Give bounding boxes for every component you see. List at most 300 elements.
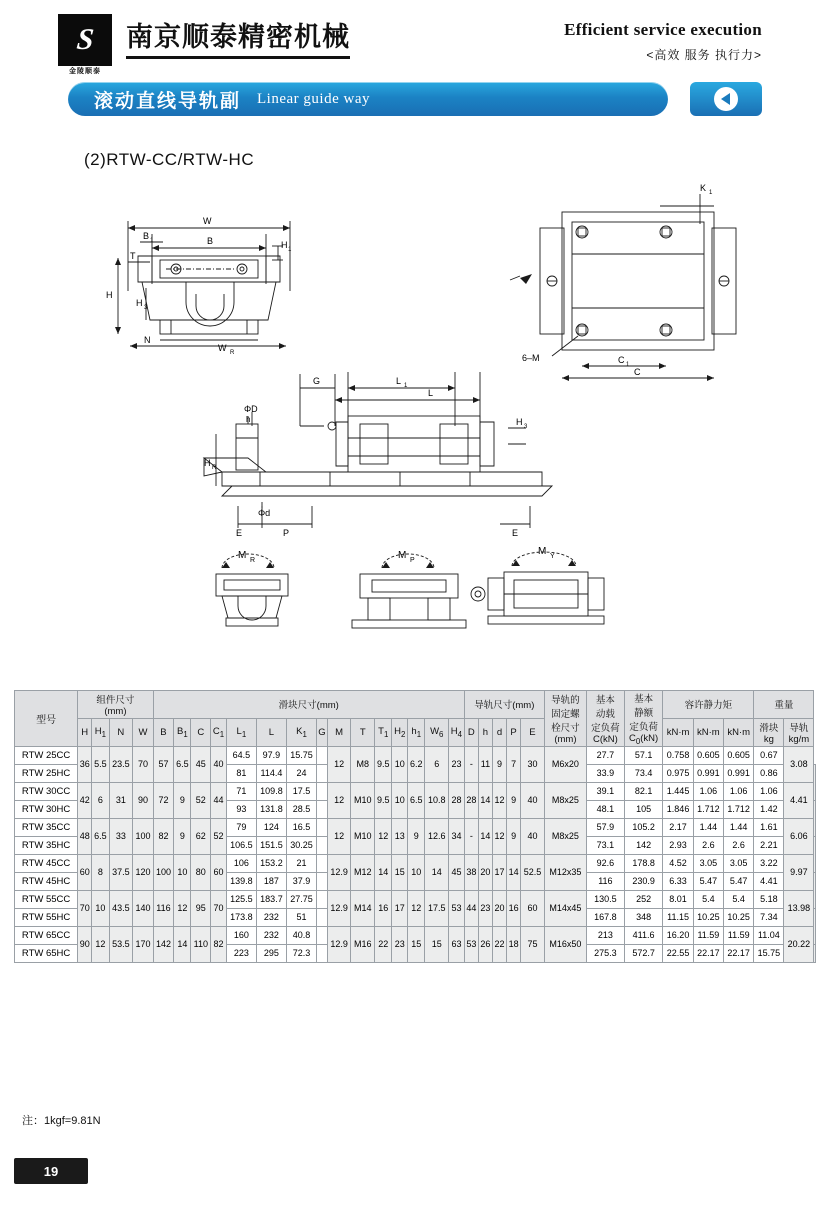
th-model: 型号 bbox=[15, 691, 78, 747]
cell-K1: 21 bbox=[286, 854, 316, 872]
svg-text:Y: Y bbox=[550, 553, 555, 560]
cell-sta: 230.9 bbox=[624, 872, 663, 890]
slogan-block bbox=[564, 20, 762, 63]
cell-C1: 60 bbox=[211, 854, 227, 890]
cell-wkgm: 4.41 bbox=[784, 782, 814, 818]
cell-mr: 11.15 bbox=[663, 908, 693, 926]
cell-wkg: 4.41 bbox=[754, 872, 784, 890]
cell-H2: 13 bbox=[392, 818, 408, 854]
logo-subtext: 金陵顺泰 bbox=[69, 67, 101, 75]
svg-text:6–M: 6–M bbox=[522, 353, 540, 363]
cell-wkg: 2.21 bbox=[754, 836, 784, 854]
cell-H: 36 bbox=[78, 746, 92, 782]
cell-W6: 14 bbox=[425, 854, 449, 890]
cell-N: 37.5 bbox=[109, 854, 133, 890]
cell-dyn: 275.3 bbox=[587, 944, 625, 962]
cell-B: 72 bbox=[153, 782, 174, 818]
svg-text:B: B bbox=[143, 231, 150, 241]
cell-W: 120 bbox=[133, 854, 154, 890]
cell-h: 20 bbox=[478, 854, 492, 890]
cell-sta: 252 bbox=[624, 890, 663, 908]
cell-model: RTW 65CC bbox=[15, 926, 78, 944]
table-body bbox=[15, 746, 816, 962]
cell-my: 1.44 bbox=[724, 818, 754, 836]
cell-my: 1.712 bbox=[724, 800, 754, 818]
cell-dyn: 33.9 bbox=[587, 764, 625, 782]
cell-B: 57 bbox=[153, 746, 174, 782]
cell-T: M10 bbox=[351, 818, 375, 854]
cell-W: 90 bbox=[133, 782, 154, 818]
svg-text:L: L bbox=[396, 376, 402, 386]
table-row bbox=[15, 854, 816, 872]
svg-text:R: R bbox=[230, 350, 235, 356]
cell-dyn: 213 bbox=[587, 926, 625, 944]
cell-mp: 1.06 bbox=[693, 782, 723, 800]
cell-screw: M14x45 bbox=[544, 890, 586, 926]
th-B1: $B_1$ bbox=[174, 718, 191, 746]
svg-text:H: H bbox=[204, 458, 211, 468]
th-E: E bbox=[521, 718, 545, 746]
cell-L1: 173.8 bbox=[226, 908, 256, 926]
th-h1: $h_1$ bbox=[408, 718, 425, 746]
cell-wkgm: 20.22 bbox=[784, 926, 814, 962]
cell-h: 14 bbox=[478, 818, 492, 854]
prev-page-button[interactable] bbox=[690, 82, 762, 116]
cell-K1: 37.9 bbox=[286, 872, 316, 890]
cell-W: 140 bbox=[133, 890, 154, 926]
cell-h1: 6.5 bbox=[408, 782, 425, 818]
cell-dyn: 57.9 bbox=[587, 818, 625, 836]
cell-W6: 6 bbox=[425, 746, 449, 782]
cell-H1: 10 bbox=[92, 890, 109, 926]
svg-text:W: W bbox=[203, 216, 212, 226]
cell-B: 116 bbox=[153, 890, 174, 926]
cell-K1: 27.75 bbox=[286, 890, 316, 908]
th-weight: 重量 bbox=[754, 691, 814, 719]
cell-dyn: 48.1 bbox=[587, 800, 625, 818]
cell-L1: 64.5 bbox=[226, 746, 256, 764]
cell-model: RTW 35HC bbox=[15, 836, 78, 854]
cell-B1: 6.5 bbox=[174, 746, 191, 782]
table-head-row-2 bbox=[15, 718, 816, 746]
cell-C: 110 bbox=[191, 926, 211, 962]
cell-sta: 57.1 bbox=[624, 746, 663, 764]
brand-logo bbox=[58, 14, 350, 75]
cell-T1: 14 bbox=[375, 854, 392, 890]
cell-L: 183.7 bbox=[256, 890, 286, 908]
th-W6: $W_6$ bbox=[425, 718, 449, 746]
th-L1: $L_1$ bbox=[226, 718, 256, 746]
page-footer bbox=[14, 1158, 88, 1184]
svg-text:1: 1 bbox=[404, 383, 408, 389]
cell-D: 28 bbox=[464, 782, 478, 818]
cell-B: 82 bbox=[153, 818, 174, 854]
cell-mp: 1.44 bbox=[693, 818, 723, 836]
cell-G bbox=[317, 782, 328, 800]
cell-M: 12.9 bbox=[327, 854, 351, 890]
cell-sta: 411.6 bbox=[624, 926, 663, 944]
svg-text:H: H bbox=[106, 290, 113, 300]
cell-B1: 9 bbox=[174, 782, 191, 818]
cell-wkgm bbox=[814, 764, 816, 800]
cell-L1: 223 bbox=[226, 944, 256, 962]
prev-arrow-icon bbox=[714, 87, 738, 111]
svg-text:P: P bbox=[283, 528, 290, 538]
cell-L1: 79 bbox=[226, 818, 256, 836]
cell-B1: 12 bbox=[174, 890, 191, 926]
cell-K1: 16.5 bbox=[286, 818, 316, 836]
cell-L: 114.4 bbox=[256, 764, 286, 782]
cell-K1: 51 bbox=[286, 908, 316, 926]
logo-letter: S bbox=[74, 23, 96, 56]
cell-W6: 12.6 bbox=[425, 818, 449, 854]
cell-my: 0.991 bbox=[724, 764, 754, 782]
th-K1: $K_1$ bbox=[286, 718, 316, 746]
cell-C1: 70 bbox=[211, 890, 227, 926]
th-C: C bbox=[191, 718, 211, 746]
cell-model: RTW 55CC bbox=[15, 890, 78, 908]
th-B: B bbox=[153, 718, 174, 746]
svg-text:L: L bbox=[428, 388, 434, 398]
cell-G bbox=[317, 836, 328, 854]
th-W: W bbox=[133, 718, 154, 746]
cell-B1: 14 bbox=[174, 926, 191, 962]
cell-H1: 5.5 bbox=[92, 746, 109, 782]
cell-B1: 9 bbox=[174, 818, 191, 854]
cell-D: - bbox=[464, 746, 478, 782]
cell-wkg: 0.86 bbox=[754, 764, 784, 782]
svg-text:1: 1 bbox=[288, 247, 292, 253]
svg-text:M: M bbox=[538, 546, 547, 557]
cell-my: 5.47 bbox=[724, 872, 754, 890]
cell-L1: 106 bbox=[226, 854, 256, 872]
cell-T: M10 bbox=[351, 782, 375, 818]
cell-d: 20 bbox=[492, 890, 506, 926]
cell-h: 23 bbox=[478, 890, 492, 926]
cell-mr: 6.33 bbox=[663, 872, 693, 890]
cell-mp: 0.991 bbox=[693, 764, 723, 782]
cell-D: 44 bbox=[464, 890, 478, 926]
cell-L1: 106.5 bbox=[226, 836, 256, 854]
cell-dyn: 167.8 bbox=[587, 908, 625, 926]
title-bar-area bbox=[0, 82, 830, 128]
cell-screw: M12x35 bbox=[544, 854, 586, 890]
svg-text:M: M bbox=[398, 550, 407, 561]
cell-wkgm: 13.98 bbox=[784, 890, 814, 926]
svg-text:H: H bbox=[516, 417, 523, 427]
cell-N: 23.5 bbox=[109, 746, 133, 782]
cell-mp: 10.25 bbox=[693, 908, 723, 926]
th-w-block: 滑块 kg bbox=[754, 718, 784, 746]
cell-wkgm bbox=[814, 908, 816, 944]
cell-mr: 0.975 bbox=[663, 764, 693, 782]
svg-text:C: C bbox=[634, 367, 641, 377]
title-cn: 滚动直线导轨副 bbox=[94, 89, 242, 112]
cell-N: 31 bbox=[109, 782, 133, 818]
cell-dyn: 73.1 bbox=[587, 836, 625, 854]
cell-screw: M8x25 bbox=[544, 818, 586, 854]
th-MR: kN·m bbox=[663, 718, 693, 746]
cell-mp: 5.47 bbox=[693, 872, 723, 890]
cell-W: 170 bbox=[133, 926, 154, 962]
cell-G bbox=[317, 800, 328, 818]
cell-K1: 72.3 bbox=[286, 944, 316, 962]
cell-H: 90 bbox=[78, 926, 92, 962]
cell-H4: 45 bbox=[449, 854, 465, 890]
cell-mp: 3.05 bbox=[693, 854, 723, 872]
company-name: 南京顺泰精密机械 bbox=[126, 21, 350, 59]
cell-G bbox=[317, 818, 328, 836]
cell-L1: 160 bbox=[226, 926, 256, 944]
cell-model: RTW 35CC bbox=[15, 818, 78, 836]
cell-model: RTW 55HC bbox=[15, 908, 78, 926]
cell-sta: 73.4 bbox=[624, 764, 663, 782]
cell-E: 60 bbox=[521, 890, 545, 926]
th-h: h bbox=[478, 718, 492, 746]
cell-K1: 30.25 bbox=[286, 836, 316, 854]
cell-sta: 82.1 bbox=[624, 782, 663, 800]
slogan-en: Efficient service execution bbox=[564, 20, 762, 39]
svg-text:H: H bbox=[281, 240, 288, 250]
cell-dyn: 92.6 bbox=[587, 854, 625, 872]
cell-M: 12 bbox=[327, 818, 351, 854]
cell-K1: 40.8 bbox=[286, 926, 316, 944]
cell-H2: 23 bbox=[392, 926, 408, 962]
cell-sta: 572.7 bbox=[624, 944, 663, 962]
svg-text:K: K bbox=[700, 183, 707, 193]
cell-mr: 4.52 bbox=[663, 854, 693, 872]
cell-model: RTW 30CC bbox=[15, 782, 78, 800]
svg-text:R: R bbox=[212, 465, 217, 471]
cell-h1: 15 bbox=[408, 926, 425, 962]
svg-text:T: T bbox=[130, 251, 136, 261]
cell-h1: 9 bbox=[408, 818, 425, 854]
cell-wkg: 7.34 bbox=[754, 908, 784, 926]
th-assembly: 组件尺寸 (mm) bbox=[78, 691, 154, 719]
th-G: G bbox=[317, 718, 328, 746]
cell-H2: 10 bbox=[392, 746, 408, 782]
cell-L1: 125.5 bbox=[226, 890, 256, 908]
th-H2: $H_2$ bbox=[392, 718, 408, 746]
cell-H4: 53 bbox=[449, 890, 465, 926]
technical-drawing bbox=[0, 176, 830, 646]
cell-G bbox=[317, 764, 328, 782]
cell-h1: 12 bbox=[408, 890, 425, 926]
cell-P: 7 bbox=[507, 746, 521, 782]
cell-E: 30 bbox=[521, 746, 545, 782]
table-row bbox=[15, 926, 816, 944]
cell-T1: 9.5 bbox=[375, 746, 392, 782]
cell-M: 12 bbox=[327, 782, 351, 818]
cell-N: 33 bbox=[109, 818, 133, 854]
svg-text:1: 1 bbox=[709, 190, 713, 196]
cell-my: 10.25 bbox=[724, 908, 754, 926]
svg-text:R: R bbox=[250, 557, 256, 564]
cell-B: 142 bbox=[153, 926, 174, 962]
svg-text:E: E bbox=[512, 528, 519, 538]
table-head-row-1 bbox=[15, 691, 816, 719]
cell-wkgm bbox=[814, 836, 816, 872]
cell-H1: 6 bbox=[92, 782, 109, 818]
cell-E: 40 bbox=[521, 818, 545, 854]
cell-G bbox=[317, 908, 328, 926]
cell-H1: 8 bbox=[92, 854, 109, 890]
svg-text:3: 3 bbox=[144, 305, 148, 311]
cell-mp: 2.6 bbox=[693, 836, 723, 854]
cell-wkg: 11.04 bbox=[754, 926, 784, 944]
table-row bbox=[15, 818, 816, 836]
cell-wkgm bbox=[814, 872, 816, 908]
th-C1: $C_1$ bbox=[211, 718, 227, 746]
cell-sta: 105.2 bbox=[624, 818, 663, 836]
cell-wkgm: 9.97 bbox=[784, 854, 814, 890]
svg-text:h: h bbox=[246, 415, 251, 424]
cell-G bbox=[317, 854, 328, 872]
section-title-bar bbox=[68, 82, 668, 116]
cell-T1: 12 bbox=[375, 818, 392, 854]
cell-d: 12 bbox=[492, 782, 506, 818]
cell-L1: 71 bbox=[226, 782, 256, 800]
th-basic-sta: 基本 静额 定负荷 $C_0(kN)$ bbox=[624, 691, 663, 747]
svg-text:M: M bbox=[238, 550, 247, 561]
cell-P: 16 bbox=[507, 890, 521, 926]
cell-wkgm bbox=[814, 800, 816, 836]
cell-H: 42 bbox=[78, 782, 92, 818]
table-row bbox=[15, 890, 816, 908]
cell-T1: 22 bbox=[375, 926, 392, 962]
cell-my: 1.06 bbox=[724, 782, 754, 800]
cell-dyn: 27.7 bbox=[587, 746, 625, 764]
cell-T: M14 bbox=[351, 890, 375, 926]
cell-W6: 15 bbox=[425, 926, 449, 962]
cell-my: 22.17 bbox=[724, 944, 754, 962]
cell-T1: 9.5 bbox=[375, 782, 392, 818]
th-block: 滑块尺寸(mm) bbox=[153, 691, 464, 719]
cell-sta: 348 bbox=[624, 908, 663, 926]
cell-H1: 12 bbox=[92, 926, 109, 962]
logo-mark-icon bbox=[58, 14, 112, 75]
svg-text:G: G bbox=[313, 376, 321, 386]
cell-model: RTW 45CC bbox=[15, 854, 78, 872]
page-header bbox=[0, 0, 830, 78]
cell-model: RTW 25CC bbox=[15, 746, 78, 764]
cell-model: RTW 45HC bbox=[15, 872, 78, 890]
cell-G bbox=[317, 872, 328, 890]
cell-M: 12.9 bbox=[327, 926, 351, 962]
cell-C: 62 bbox=[191, 818, 211, 854]
cell-L: 97.9 bbox=[256, 746, 286, 764]
cell-W: 70 bbox=[133, 746, 154, 782]
cell-L: 109.8 bbox=[256, 782, 286, 800]
cell-sta: 142 bbox=[624, 836, 663, 854]
cell-H4: 63 bbox=[449, 926, 465, 962]
page-number: 19 bbox=[43, 1163, 59, 1179]
cell-wkgm: 6.06 bbox=[784, 818, 814, 854]
th-MP: kN·m bbox=[693, 718, 723, 746]
cell-L: 131.8 bbox=[256, 800, 286, 818]
cell-G bbox=[317, 746, 328, 764]
cell-model: RTW 25HC bbox=[15, 764, 78, 782]
svg-text:ΦD: ΦD bbox=[244, 404, 258, 414]
cell-wkgm bbox=[814, 944, 816, 962]
th-basic-dyn: 基本 动载 定负荷 C(kN) bbox=[587, 691, 625, 747]
cell-mp: 11.59 bbox=[693, 926, 723, 944]
svg-text:Φd: Φd bbox=[258, 508, 271, 518]
cell-W6: 17.5 bbox=[425, 890, 449, 926]
cell-mr: 22.55 bbox=[663, 944, 693, 962]
cell-h1: 6.2 bbox=[408, 746, 425, 782]
cell-mp: 22.17 bbox=[693, 944, 723, 962]
cell-mr: 2.93 bbox=[663, 836, 693, 854]
cell-P: 18 bbox=[507, 926, 521, 962]
cell-screw: M8x25 bbox=[544, 782, 586, 818]
cell-L: 295 bbox=[256, 944, 286, 962]
cell-mr: 16.20 bbox=[663, 926, 693, 944]
cell-d: 22 bbox=[492, 926, 506, 962]
cell-L: 232 bbox=[256, 908, 286, 926]
cell-C1: 82 bbox=[211, 926, 227, 962]
title-en: Linear guide way bbox=[257, 90, 370, 107]
th-H1: $H_1$ bbox=[92, 718, 109, 746]
cell-H4: 23 bbox=[449, 746, 465, 782]
cell-G bbox=[317, 890, 328, 908]
svg-text:N: N bbox=[144, 335, 151, 345]
table-row bbox=[15, 782, 816, 800]
cell-H: 48 bbox=[78, 818, 92, 854]
th-w-rail: 导轨 kg/m bbox=[784, 718, 814, 746]
cell-h1: 10 bbox=[408, 854, 425, 890]
slogan-cn: <高效 服务 执行力> bbox=[646, 48, 762, 62]
cell-K1: 28.5 bbox=[286, 800, 316, 818]
cell-wkg: 1.61 bbox=[754, 818, 784, 836]
cell-E: 75 bbox=[521, 926, 545, 962]
cell-d: 9 bbox=[492, 746, 506, 782]
svg-text:W: W bbox=[218, 343, 227, 353]
cell-N: 53.5 bbox=[109, 926, 133, 962]
cell-N: 43.5 bbox=[109, 890, 133, 926]
cell-C1: 44 bbox=[211, 782, 227, 818]
cell-C1: 52 bbox=[211, 818, 227, 854]
cell-model: RTW 30HC bbox=[15, 800, 78, 818]
cell-mr: 1.445 bbox=[663, 782, 693, 800]
cell-dyn: 130.5 bbox=[587, 890, 625, 908]
cell-wkg: 1.42 bbox=[754, 800, 784, 818]
cell-H: 60 bbox=[78, 854, 92, 890]
cell-h: 26 bbox=[478, 926, 492, 962]
cell-T1: 16 bbox=[375, 890, 392, 926]
th-H4: $H_4$ bbox=[449, 718, 465, 746]
cell-B1: 10 bbox=[174, 854, 191, 890]
cell-mr: 2.17 bbox=[663, 818, 693, 836]
cell-model: RTW 65HC bbox=[15, 944, 78, 962]
th-T1: $T_1$ bbox=[375, 718, 392, 746]
th-L: L bbox=[256, 718, 286, 746]
cell-T: M16 bbox=[351, 926, 375, 962]
cell-L: 151.5 bbox=[256, 836, 286, 854]
cell-W6: 10.8 bbox=[425, 782, 449, 818]
cell-P: 9 bbox=[507, 818, 521, 854]
th-MY: kN·m bbox=[724, 718, 754, 746]
cell-L1: 81 bbox=[226, 764, 256, 782]
table-row bbox=[15, 746, 816, 764]
cell-E: 52.5 bbox=[521, 854, 545, 890]
th-D: D bbox=[464, 718, 478, 746]
th-fix-screw: 导轨的 固定螺 栓尺寸 (mm) bbox=[544, 691, 586, 747]
cell-L: 124 bbox=[256, 818, 286, 836]
cell-mr: 8.01 bbox=[663, 890, 693, 908]
th-d: d bbox=[492, 718, 506, 746]
svg-text:H: H bbox=[136, 298, 143, 308]
